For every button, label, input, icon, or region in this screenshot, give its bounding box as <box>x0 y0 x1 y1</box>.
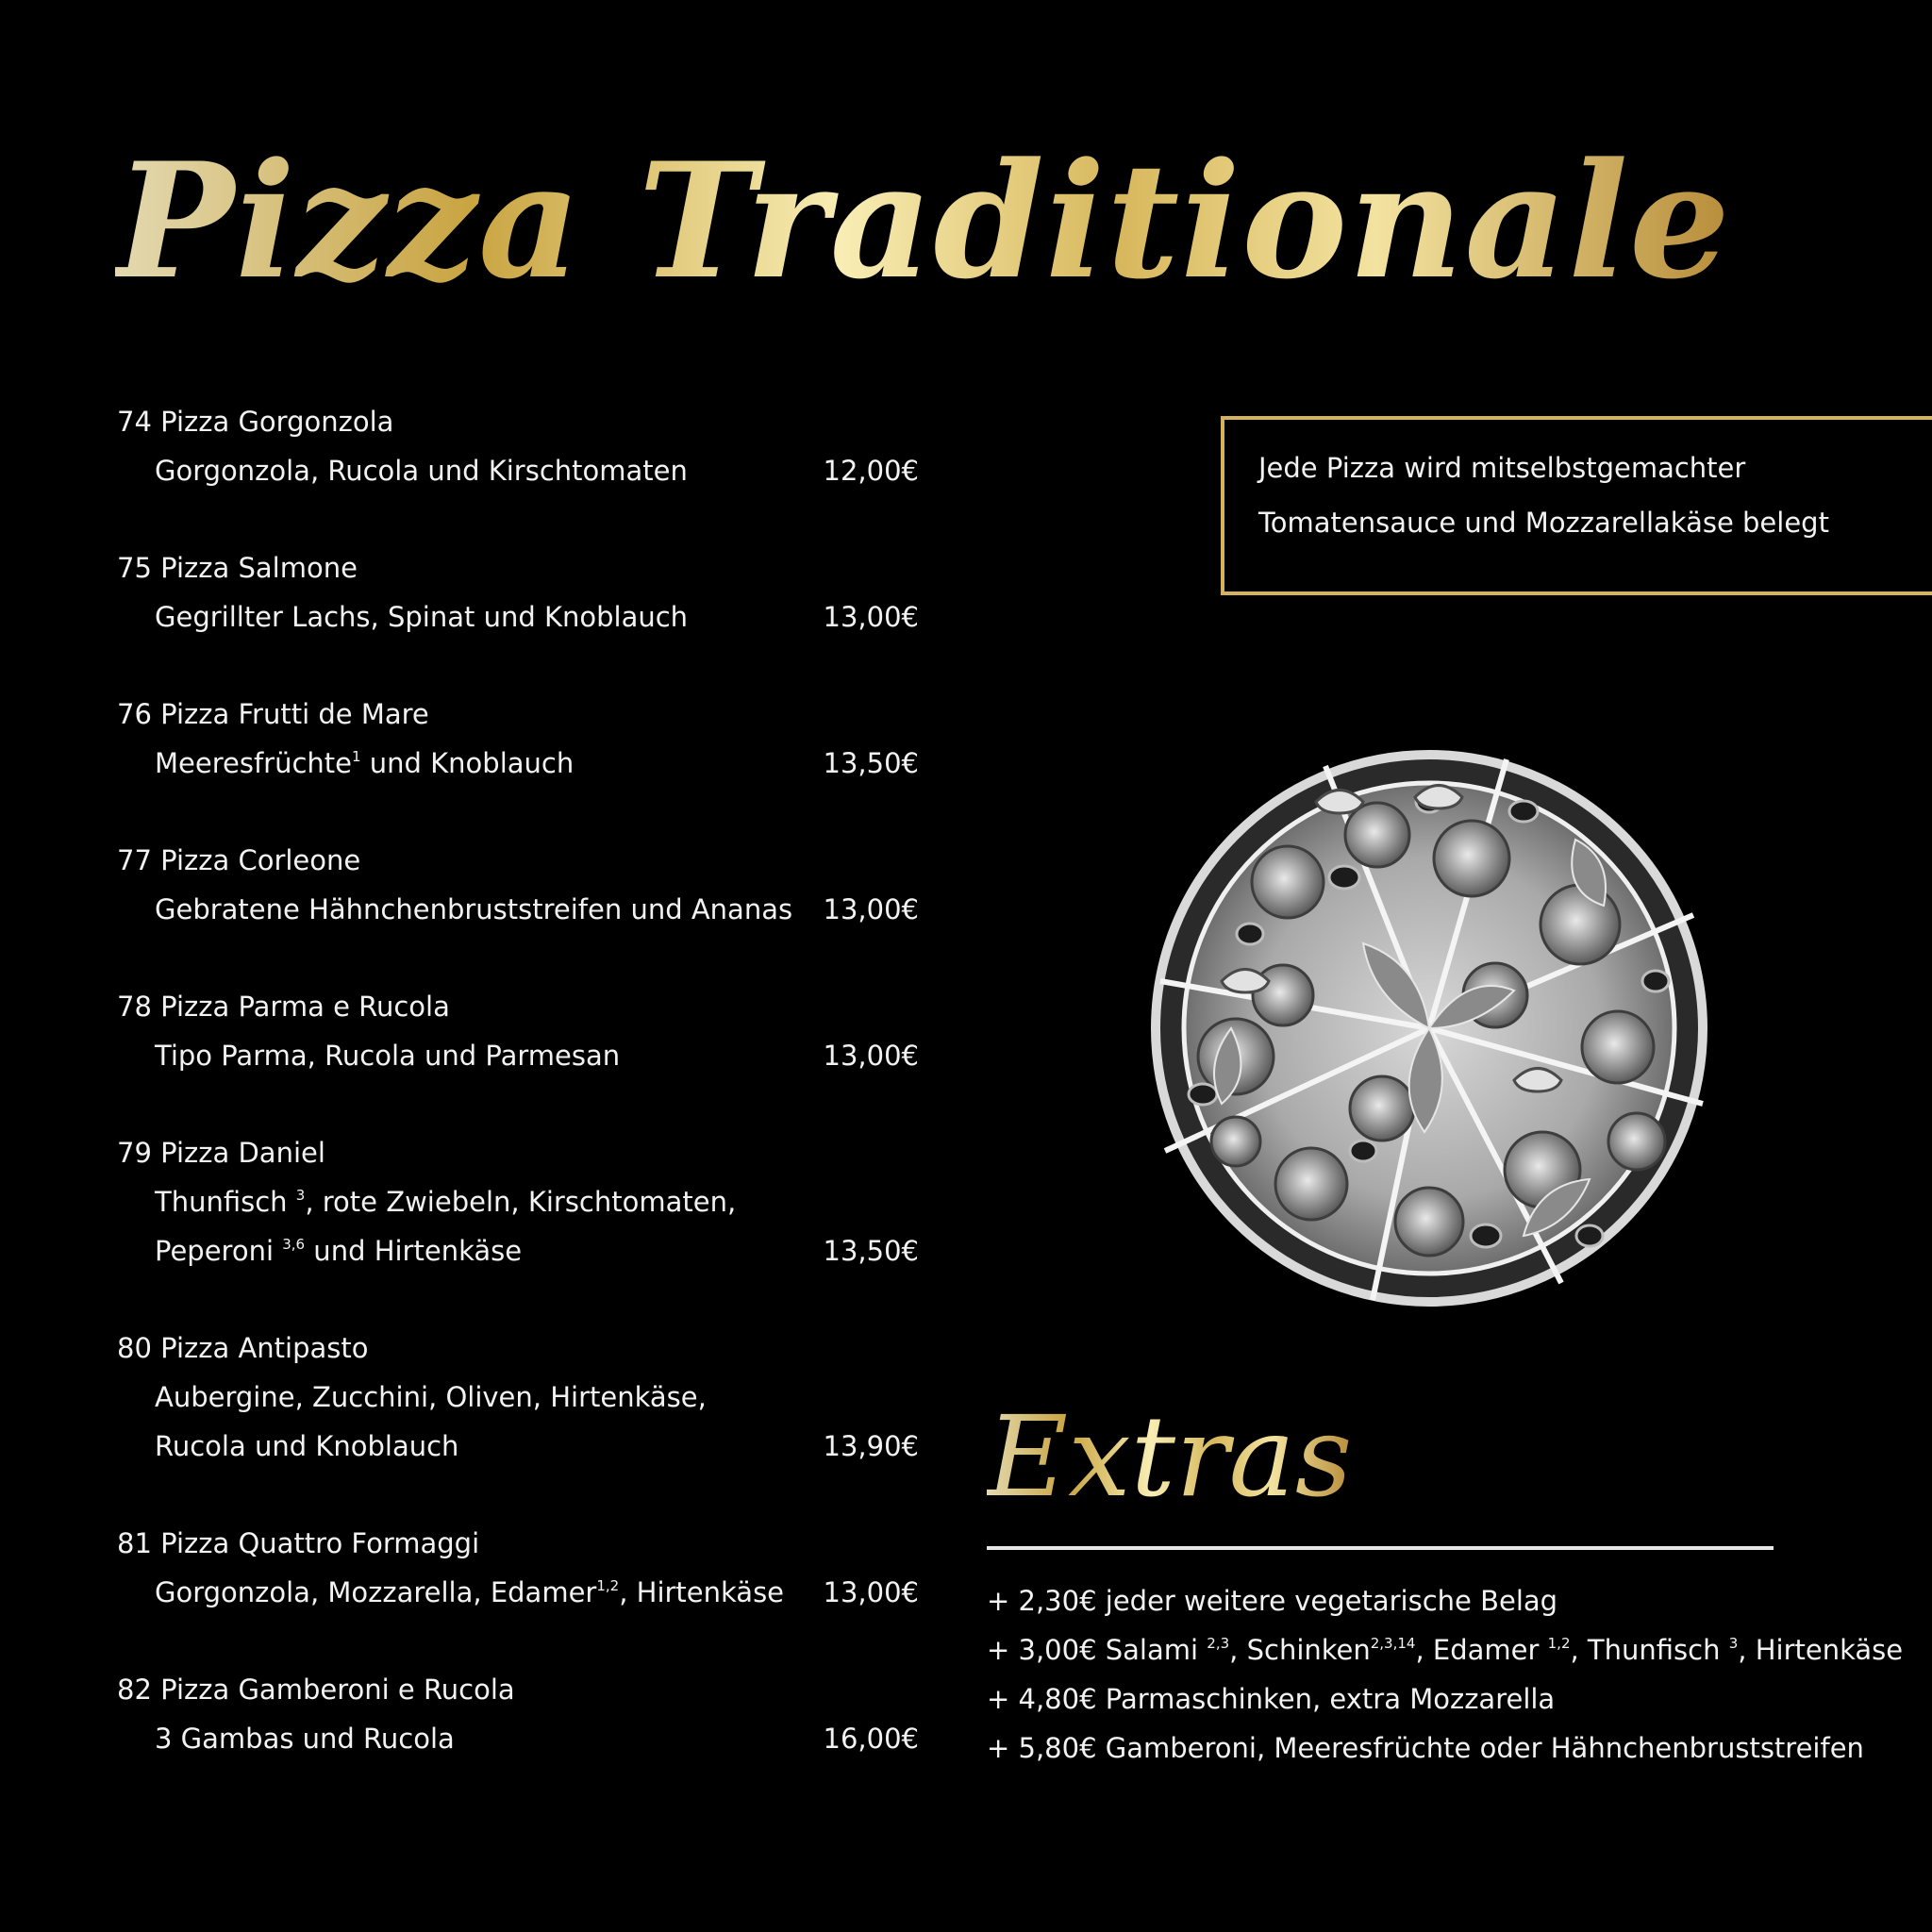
extras-line: + 4,80€ Parmaschinken, extra Mozzarella <box>987 1683 1556 1715</box>
menu-item-description: Peperoni $^{3,6}$ und Hirtenkäse <box>155 1235 523 1267</box>
menu-item-name: 81 Pizza Quattro Formaggi <box>117 1527 480 1559</box>
menu-item-price: 13,00€ <box>823 601 919 633</box>
menu-item-name: 77 Pizza Corleone <box>117 844 361 876</box>
menu-item-price: 12,00€ <box>823 455 919 487</box>
notice-line: Tomatensauce und Mozzarellakäse belegt <box>1258 507 1829 539</box>
divider <box>987 1546 1774 1550</box>
menu-item-description: Rucola und Knoblauch <box>155 1430 459 1462</box>
menu-item-name: 75 Pizza Salmone <box>117 552 358 584</box>
menu-item-description: Gebratene Hähnchenbruststreifen und Ananas <box>155 893 793 925</box>
menu-item-price: 13,00€ <box>823 893 919 925</box>
menu-item-description: Thunfisch $^3$, rote Zwiebeln, Kirschtomaten, <box>155 1186 737 1218</box>
menu-item-price: 13,50€ <box>823 1235 919 1267</box>
menu-item-price: 13,90€ <box>823 1430 919 1462</box>
menu-item-price: 16,00€ <box>823 1723 919 1755</box>
menu-item-description: Gegrillter Lachs, Spinat und Knoblauch <box>155 601 689 633</box>
menu-item-name: 78 Pizza Parma e Rucola <box>117 991 450 1023</box>
menu-item-description: Meeresfrüchte$^1$ und Knoblauch <box>155 747 575 779</box>
menu-item-description: Gorgonzola, Mozzarella, Edamer$^{1,2}$, Hirtenkäse <box>155 1576 785 1608</box>
menu-item-description: Aubergine, Zucchini, Oliven, Hirtenkäse, <box>155 1381 707 1413</box>
menu-item-name: 82 Pizza Gamberoni e Rucola <box>117 1674 515 1706</box>
menu-item-name: 80 Pizza Antipasto <box>117 1332 369 1364</box>
page-title: Pizza Traditionale <box>115 127 1731 314</box>
notice-line: Jede Pizza wird mitselbstgemachter <box>1258 452 1746 484</box>
menu-item-name: 74 Pizza Gorgonzola <box>117 406 394 438</box>
extras-line: + 3,00€ Salami $^{2,3}$, Schinken$^{2,3,14}$, Edamer $^{1,2}$, Thunfisch $^3$, Hirtenkäse <box>987 1634 1904 1666</box>
extras-title: Extras <box>987 1391 1353 1522</box>
menu-item-description: 3 Gambas und Rucola <box>155 1723 455 1755</box>
menu-item-price: 13,00€ <box>823 1576 919 1608</box>
notice-box <box>1221 416 1932 595</box>
pizza-illustration <box>1146 745 1712 1311</box>
menu-item-description: Tipo Parma, Rucola und Parmesan <box>155 1040 621 1072</box>
menu-item-name: 79 Pizza Daniel <box>117 1137 325 1169</box>
menu-item-price: 13,50€ <box>823 747 919 779</box>
menu-item-description: Gorgonzola, Rucola und Kirschtomaten <box>155 455 688 487</box>
menu-item-name: 76 Pizza Frutti de Mare <box>117 698 429 730</box>
extras-line: + 2,30€ jeder weitere vegetarische Belag <box>987 1585 1558 1617</box>
extras-line: + 5,80€ Gamberoni, Meeresfrüchte oder Hähnchenbruststreifen <box>987 1732 1864 1764</box>
menu-item-price: 13,00€ <box>823 1040 919 1072</box>
